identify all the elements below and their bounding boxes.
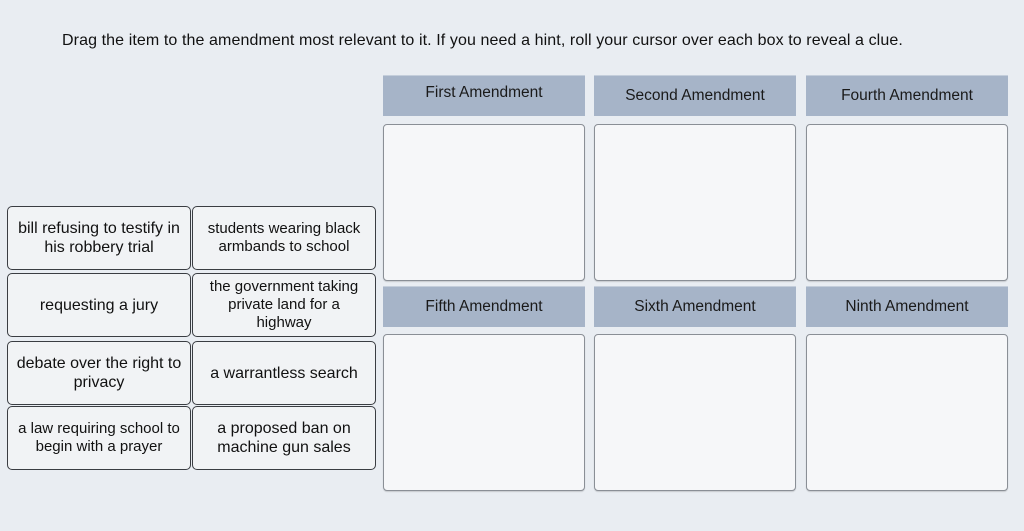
header-sixth-amendment: Sixth Amendment: [594, 286, 796, 327]
drag-item-private-land[interactable]: the government taking private land for a highway: [192, 273, 376, 337]
drag-item-warrantless-search[interactable]: a warrantless search: [192, 341, 376, 405]
drag-item-privacy[interactable]: debate over the right to privacy: [7, 341, 191, 405]
drag-item-testify[interactable]: bill refusing to testify in his robbery trial: [7, 206, 191, 270]
drop-zone-fourth-amendment[interactable]: [806, 124, 1008, 281]
instructions-text: Drag the item to the amendment most relevant to it. If you need a hint, roll your cursor over each box to reveal a clue.: [62, 32, 903, 49]
header-fourth-amendment: Fourth Amendment: [806, 75, 1008, 116]
drop-zone-first-amendment[interactable]: [383, 124, 585, 281]
header-first-amendment: First Amendment: [383, 75, 585, 116]
drop-zone-sixth-amendment[interactable]: [594, 334, 796, 491]
drop-zone-second-amendment[interactable]: [594, 124, 796, 281]
drop-zone-fifth-amendment[interactable]: [383, 334, 585, 491]
drag-item-school-prayer[interactable]: a law requiring school to begin with a prayer: [7, 406, 191, 470]
drag-item-gun-ban[interactable]: a proposed ban on machine gun sales: [192, 406, 376, 470]
drop-zone-ninth-amendment[interactable]: [806, 334, 1008, 491]
drag-item-jury[interactable]: requesting a jury: [7, 273, 191, 337]
header-second-amendment: Second Amendment: [594, 75, 796, 116]
header-fifth-amendment: Fifth Amendment: [383, 286, 585, 327]
drag-item-armbands[interactable]: students wearing black armbands to school: [192, 206, 376, 270]
header-ninth-amendment: Ninth Amendment: [806, 286, 1008, 327]
